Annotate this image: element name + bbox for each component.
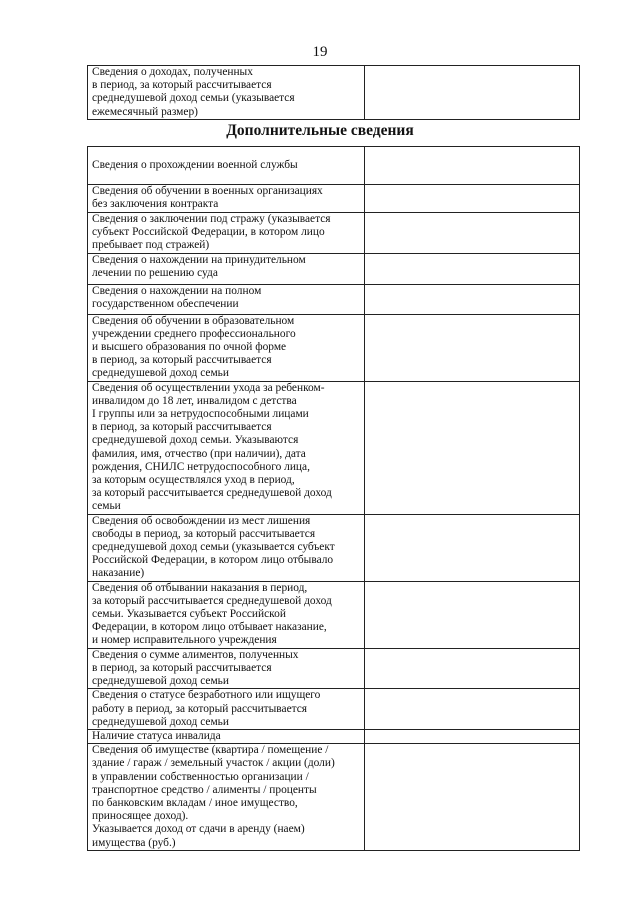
row-value-field[interactable]: [365, 185, 580, 213]
table-row: [88, 581, 580, 648]
table-row: [88, 744, 580, 851]
row-label: Сведения о доходах, полученных в период, за который рассчитывается среднедушевой доход семьи (указывается ежемесячный размер): [88, 66, 365, 120]
table-row: [88, 147, 580, 185]
row-value-field[interactable]: [365, 581, 580, 648]
row-label: Сведения о прохождении военной службы: [88, 147, 365, 185]
row-label: Сведения об имуществе (квартира / помещение / здание / гараж / земельный участок / акции (доли) в управлении собственностью организации / транспортное средство / алименты / проценты по банковским вкладам / иное имущество, приносящее доход). Указывается доход от сдачи в аренду (наем) имущества (руб.): [88, 744, 365, 851]
row-label: Сведения о заключении под стражу (указывается субъект Российской Федерации, в котором лицо пребывает под стражей): [88, 213, 365, 254]
page-number: 19: [312, 44, 328, 60]
table-row: [88, 514, 580, 581]
row-value-field[interactable]: [365, 213, 580, 254]
row-label: Сведения об освобождении из мест лишения свободы в период, за который рассчитывается среднедушевой доход семьи (указывается субъект Российской Федерации, в котором лицо отбывало наказание): [88, 514, 365, 581]
row-value-field[interactable]: [365, 381, 580, 514]
income-table: [87, 65, 580, 120]
table-row: [88, 213, 580, 254]
table-row: [88, 66, 580, 120]
row-value-field[interactable]: [365, 648, 580, 689]
row-value-field[interactable]: [365, 729, 580, 743]
table-row: [88, 729, 580, 743]
table-row: [88, 648, 580, 689]
section-title: Дополнительные сведения: [226, 122, 414, 139]
row-label: Сведения об отбывании наказания в период, за который рассчитывается среднедушевой доход семьи. Указывается субъект Российской Федерации, в котором лицо отбывает наказание, и номер исправительного учреждения: [88, 581, 365, 648]
row-value-field[interactable]: [365, 284, 580, 314]
row-label: Сведения о сумме алиментов, полученных в период, за который рассчитывается среднедушевой доход семьи: [88, 648, 365, 689]
table-row: [88, 314, 580, 381]
row-label: Сведения об обучении в образовательном учреждении среднего профессионального и высшего образования по очной форме в период, за который рассчитывается среднедушевой доход семьи: [88, 314, 365, 381]
row-value-field[interactable]: [365, 314, 580, 381]
row-value-field[interactable]: [365, 66, 580, 120]
table-row: [88, 689, 580, 730]
table-row: [88, 185, 580, 213]
row-value-field[interactable]: [365, 147, 580, 185]
table-row: [88, 284, 580, 314]
table-row: [88, 253, 580, 284]
row-label: Наличие статуса инвалида: [88, 729, 365, 743]
row-label: Сведения об обучении в военных организациях без заключения контракта: [88, 185, 365, 213]
row-value-field[interactable]: [365, 514, 580, 581]
row-label: Сведения об осуществлении ухода за ребенком- инвалидом до 18 лет, инвалидом с детства I группы или за нетрудоспособными лицами в период, за который рассчитывается среднедушевой доход семьи. Указываются фамилия, имя, отчество (при наличии), дата рождения, СНИЛС нетрудоспособного лица, за которым осуществлялся уход в период, за который рассчитывается среднедушевой доход семьи: [88, 381, 365, 514]
row-label: Сведения о статусе безработного или ищущего работу в период, за который рассчитывается среднедушевой доход семьи: [88, 689, 365, 730]
row-value-field[interactable]: [365, 253, 580, 284]
table-row: [88, 381, 580, 514]
row-label: Сведения о нахождении на полном государственном обеспечении: [88, 284, 365, 314]
row-label: Сведения о нахождении на принудительном лечении по решению суда: [88, 253, 365, 284]
row-value-field[interactable]: [365, 689, 580, 730]
additional-info-table: [87, 146, 580, 851]
row-value-field[interactable]: [365, 744, 580, 851]
